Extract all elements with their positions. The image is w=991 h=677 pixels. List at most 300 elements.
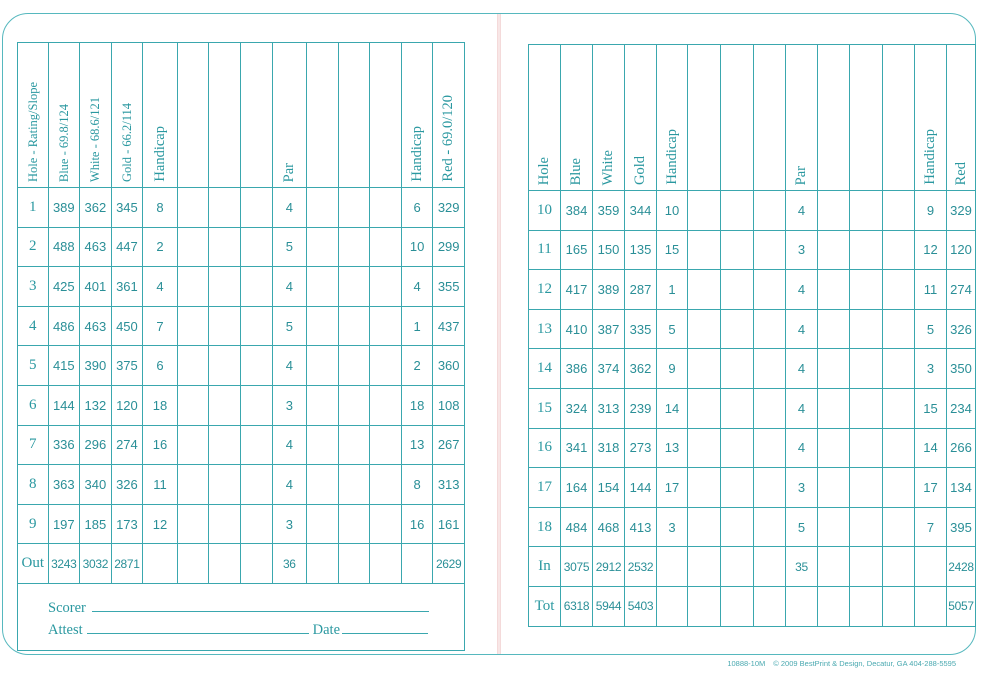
cell-gold: 335	[625, 309, 657, 349]
cell-gold: 273	[625, 428, 657, 468]
score-cell	[401, 544, 433, 584]
score-cell	[177, 465, 209, 505]
score-cell	[883, 191, 915, 231]
score-cell	[370, 504, 402, 544]
score-cell	[240, 188, 272, 228]
cell-gold: 447	[111, 227, 143, 267]
cell-par: 4	[786, 270, 818, 310]
score-cell	[240, 267, 272, 307]
score-cell	[688, 191, 721, 231]
cell-par: 4	[786, 428, 818, 468]
cell-blue: 410	[561, 309, 593, 349]
score-cell	[915, 547, 947, 587]
score-cell	[818, 349, 850, 389]
score-cell	[338, 267, 370, 307]
column-header-label: Handicap	[151, 126, 168, 182]
column-header-label: Red - 69.0/120	[440, 95, 457, 182]
total-white: 3032	[80, 544, 112, 584]
total-par: 36	[272, 544, 307, 584]
score-cell	[850, 191, 883, 231]
hole-row	[529, 230, 976, 270]
cell-hcp: 12	[143, 504, 178, 544]
score-cell	[209, 267, 241, 307]
cell-hcp: 8	[143, 188, 178, 228]
total-white: 5944	[593, 586, 625, 626]
total-label: In	[529, 547, 561, 587]
cell-red: 266	[947, 428, 976, 468]
cell-rhcp: 16	[401, 504, 433, 544]
hole-row	[18, 267, 465, 307]
total-white: 2912	[593, 547, 625, 587]
cell-rhcp: 15	[915, 388, 947, 428]
score-cell	[818, 547, 850, 587]
score-cell	[177, 544, 209, 584]
score-cell	[338, 504, 370, 544]
total-red: 2428	[947, 547, 976, 587]
score-cell	[850, 428, 883, 468]
score-cell	[818, 191, 850, 231]
cell-red: 326	[947, 309, 976, 349]
cell-white: 362	[80, 188, 112, 228]
cell-rhcp: 3	[915, 349, 947, 389]
column-header-label: Handicap	[922, 129, 939, 185]
total-blue: 6318	[561, 586, 593, 626]
column-header	[80, 43, 112, 188]
column-header-label: Handicap	[408, 126, 425, 182]
cell-red: 274	[947, 270, 976, 310]
total-row	[18, 544, 465, 584]
column-header-label: Hole	[536, 156, 553, 185]
hole-row	[18, 227, 465, 267]
cell-red: 234	[947, 388, 976, 428]
score-cell	[721, 468, 754, 508]
column-header	[883, 45, 915, 191]
cell-hole: 8	[18, 465, 49, 505]
cell-white: 374	[593, 349, 625, 389]
score-cell	[338, 544, 370, 584]
in_total-row	[529, 547, 976, 587]
column-header-label: Blue	[568, 157, 585, 185]
score-cell	[240, 346, 272, 386]
cell-gold: 120	[111, 385, 143, 425]
score-cell	[818, 309, 850, 349]
cell-par: 4	[786, 191, 818, 231]
cell-rhcp: 14	[915, 428, 947, 468]
score-cell	[754, 428, 786, 468]
score-cell	[240, 227, 272, 267]
score-cell	[850, 507, 883, 547]
cell-blue: 144	[48, 385, 80, 425]
score-cell	[307, 306, 339, 346]
score-cell	[240, 306, 272, 346]
score-cell	[688, 586, 721, 626]
cell-hcp: 15	[657, 230, 688, 270]
score-cell	[688, 349, 721, 389]
column-header-label: Gold - 66.2/114	[119, 102, 134, 182]
cell-gold: 287	[625, 270, 657, 310]
total-label: Out	[18, 544, 49, 584]
column-header-label: Gold	[632, 156, 649, 185]
score-cell	[209, 346, 241, 386]
score-cell	[818, 468, 850, 508]
score-cell	[688, 270, 721, 310]
cell-gold: 239	[625, 388, 657, 428]
date-line[interactable]	[342, 620, 428, 634]
score-cell	[721, 428, 754, 468]
column-header	[657, 45, 688, 191]
column-header	[529, 45, 561, 191]
score-cell	[850, 388, 883, 428]
total-par	[786, 586, 818, 626]
cell-hcp: 7	[143, 306, 178, 346]
cell-white: 389	[593, 270, 625, 310]
column-header	[593, 45, 625, 191]
cell-gold: 326	[111, 465, 143, 505]
score-cell	[688, 230, 721, 270]
score-cell	[338, 465, 370, 505]
cell-par: 3	[272, 504, 307, 544]
score-cell	[338, 425, 370, 465]
scorer-line[interactable]	[92, 598, 429, 612]
cell-blue: 488	[48, 227, 80, 267]
column-header	[688, 45, 721, 191]
total-gold: 2532	[625, 547, 657, 587]
total-red: 5057	[947, 586, 976, 626]
column-header	[401, 43, 433, 188]
score-cell	[883, 507, 915, 547]
score-cell	[688, 547, 721, 587]
cell-red: 329	[433, 188, 465, 228]
cell-white: 463	[80, 227, 112, 267]
cell-gold: 345	[111, 188, 143, 228]
total-blue: 3243	[48, 544, 80, 584]
score-cell	[307, 385, 339, 425]
cell-rhcp: 7	[915, 507, 947, 547]
score-cell	[754, 309, 786, 349]
cell-rhcp: 5	[915, 309, 947, 349]
cell-hole: 1	[18, 188, 49, 228]
cell-par: 4	[272, 465, 307, 505]
score-cell	[818, 388, 850, 428]
hole-row	[529, 507, 976, 547]
score-cell	[754, 586, 786, 626]
score-cell	[338, 306, 370, 346]
score-cell	[209, 504, 241, 544]
cell-par: 5	[272, 227, 307, 267]
score-cell	[915, 586, 947, 626]
cell-red: 437	[433, 306, 465, 346]
cell-red: 395	[947, 507, 976, 547]
cell-blue: 363	[48, 465, 80, 505]
score-cell	[883, 468, 915, 508]
score-cell	[818, 586, 850, 626]
cell-hcp: 13	[657, 428, 688, 468]
score-cell	[754, 270, 786, 310]
cell-par: 4	[272, 346, 307, 386]
score-cell	[657, 547, 688, 587]
score-cell	[850, 309, 883, 349]
cell-hcp: 18	[143, 385, 178, 425]
cell-par: 3	[786, 468, 818, 508]
score-cell	[883, 349, 915, 389]
cell-hole: 4	[18, 306, 49, 346]
score-cell	[338, 385, 370, 425]
score-cell	[818, 270, 850, 310]
cell-red: 161	[433, 504, 465, 544]
score-cell	[883, 586, 915, 626]
cell-hole: 14	[529, 349, 561, 389]
signature-row	[18, 583, 465, 650]
cell-blue: 324	[561, 388, 593, 428]
column-header	[947, 45, 976, 191]
cell-white: 387	[593, 309, 625, 349]
score-cell	[307, 504, 339, 544]
cell-par: 4	[272, 267, 307, 307]
score-cell	[883, 270, 915, 310]
column-header-label: White - 68.6/121	[88, 96, 103, 182]
front-nine-table	[17, 42, 465, 651]
column-header	[18, 43, 49, 188]
cell-white: 185	[80, 504, 112, 544]
cell-gold: 362	[625, 349, 657, 389]
cell-red: 120	[947, 230, 976, 270]
score-cell	[338, 188, 370, 228]
cell-hcp: 5	[657, 309, 688, 349]
score-cell	[370, 227, 402, 267]
cell-white: 340	[80, 465, 112, 505]
score-cell	[657, 586, 688, 626]
attest-line[interactable]	[87, 620, 309, 634]
column-header-label: Red	[952, 161, 969, 185]
grand_total-row	[529, 586, 976, 626]
score-cell	[721, 547, 754, 587]
score-cell	[754, 468, 786, 508]
hole-row	[529, 191, 976, 231]
cell-hole: 18	[529, 507, 561, 547]
hole-row	[529, 388, 976, 428]
cell-blue: 197	[48, 504, 80, 544]
cell-gold: 344	[625, 191, 657, 231]
score-cell	[338, 227, 370, 267]
hole-row	[529, 270, 976, 310]
cell-red: 134	[947, 468, 976, 508]
score-cell	[240, 504, 272, 544]
cell-gold: 135	[625, 230, 657, 270]
column-header	[240, 43, 272, 188]
hole-row	[529, 309, 976, 349]
score-cell	[850, 547, 883, 587]
score-cell	[850, 349, 883, 389]
cell-white: 468	[593, 507, 625, 547]
cell-blue: 384	[561, 191, 593, 231]
cell-par: 5	[786, 507, 818, 547]
cell-red: 108	[433, 385, 465, 425]
cell-hcp: 11	[143, 465, 178, 505]
column-header-label: White	[600, 149, 617, 185]
column-header	[48, 43, 80, 188]
cell-hole: 11	[529, 230, 561, 270]
form-code: 10888-10M	[727, 659, 766, 668]
cell-red: 360	[433, 346, 465, 386]
total-blue: 3075	[561, 547, 593, 587]
score-cell	[370, 544, 402, 584]
score-cell	[307, 346, 339, 386]
score-cell	[370, 306, 402, 346]
hole-row	[529, 349, 976, 389]
cell-hcp: 2	[143, 227, 178, 267]
column-header	[307, 43, 339, 188]
cell-red: 313	[433, 465, 465, 505]
cell-par: 4	[272, 188, 307, 228]
score-cell	[307, 425, 339, 465]
cell-red: 329	[947, 191, 976, 231]
score-cell	[721, 191, 754, 231]
cell-rhcp: 9	[915, 191, 947, 231]
cell-par: 3	[786, 230, 818, 270]
score-cell	[370, 385, 402, 425]
score-cell	[883, 428, 915, 468]
score-cell	[883, 547, 915, 587]
cell-hcp: 1	[657, 270, 688, 310]
cell-hole: 16	[529, 428, 561, 468]
score-cell	[177, 227, 209, 267]
column-header	[177, 43, 209, 188]
score-cell	[688, 507, 721, 547]
column-header-label: Par	[793, 165, 810, 185]
cell-hole: 17	[529, 468, 561, 508]
signature-area	[18, 583, 465, 650]
cell-white: 359	[593, 191, 625, 231]
cell-hole: 7	[18, 425, 49, 465]
score-cell	[818, 507, 850, 547]
back-nine-table	[528, 44, 976, 627]
score-cell	[850, 586, 883, 626]
score-cell	[209, 425, 241, 465]
score-cell	[754, 230, 786, 270]
cell-hole: 9	[18, 504, 49, 544]
cell-hcp: 9	[657, 349, 688, 389]
score-cell	[721, 586, 754, 626]
card-fold	[497, 14, 501, 654]
score-cell	[721, 507, 754, 547]
hole-row	[529, 428, 976, 468]
score-cell	[370, 267, 402, 307]
score-cell	[754, 349, 786, 389]
score-cell	[307, 227, 339, 267]
cell-rhcp: 13	[401, 425, 433, 465]
score-cell	[209, 188, 241, 228]
score-cell	[177, 267, 209, 307]
cell-gold: 173	[111, 504, 143, 544]
cell-par: 5	[272, 306, 307, 346]
cell-white: 150	[593, 230, 625, 270]
cell-rhcp: 8	[401, 465, 433, 505]
cell-white: 313	[593, 388, 625, 428]
cell-hole: 2	[18, 227, 49, 267]
score-cell	[338, 346, 370, 386]
hole-row	[529, 468, 976, 508]
cell-hole: 13	[529, 309, 561, 349]
cell-rhcp: 17	[915, 468, 947, 508]
header-row	[18, 43, 465, 188]
hole-row	[18, 346, 465, 386]
cell-white: 390	[80, 346, 112, 386]
score-cell	[818, 428, 850, 468]
column-header	[338, 43, 370, 188]
cell-hcp: 4	[143, 267, 178, 307]
score-cell	[883, 309, 915, 349]
cell-gold: 450	[111, 306, 143, 346]
cell-gold: 375	[111, 346, 143, 386]
column-header	[915, 45, 947, 191]
cell-blue: 389	[48, 188, 80, 228]
cell-red: 267	[433, 425, 465, 465]
cell-blue: 336	[48, 425, 80, 465]
score-cell	[754, 507, 786, 547]
cell-hcp: 14	[657, 388, 688, 428]
cell-hcp: 6	[143, 346, 178, 386]
score-cell	[209, 465, 241, 505]
cell-rhcp: 10	[401, 227, 433, 267]
cell-white: 463	[80, 306, 112, 346]
column-header	[272, 43, 307, 188]
cell-gold: 144	[625, 468, 657, 508]
score-cell	[177, 306, 209, 346]
score-cell	[721, 349, 754, 389]
column-header	[209, 43, 241, 188]
hole-row	[18, 385, 465, 425]
score-cell	[240, 385, 272, 425]
cell-hole: 15	[529, 388, 561, 428]
cell-white: 154	[593, 468, 625, 508]
score-cell	[721, 230, 754, 270]
cell-par: 4	[786, 309, 818, 349]
score-cell	[240, 465, 272, 505]
score-cell	[307, 267, 339, 307]
score-cell	[818, 230, 850, 270]
column-header	[754, 45, 786, 191]
cell-blue: 484	[561, 507, 593, 547]
total-red: 2629	[433, 544, 465, 584]
date-label: Date	[312, 621, 341, 638]
score-cell	[850, 230, 883, 270]
column-header-label: Par	[281, 162, 298, 182]
column-header	[370, 43, 402, 188]
score-cell	[209, 227, 241, 267]
hole-row	[18, 188, 465, 228]
column-header	[850, 45, 883, 191]
score-cell	[177, 346, 209, 386]
scorer-label: Scorer	[48, 599, 86, 616]
printer-credit	[719, 659, 956, 668]
total-gold: 5403	[625, 586, 657, 626]
score-cell	[307, 544, 339, 584]
cell-hcp: 10	[657, 191, 688, 231]
column-header-label: Handicap	[663, 129, 680, 185]
cell-hole: 3	[18, 267, 49, 307]
total-par: 35	[786, 547, 818, 587]
cell-par: 3	[272, 385, 307, 425]
score-cell	[177, 385, 209, 425]
score-cell	[754, 388, 786, 428]
cell-blue: 486	[48, 306, 80, 346]
cell-red: 299	[433, 227, 465, 267]
cell-white: 318	[593, 428, 625, 468]
total-label: Tot	[529, 586, 561, 626]
score-cell	[721, 309, 754, 349]
score-cell	[240, 544, 272, 584]
score-cell	[721, 270, 754, 310]
